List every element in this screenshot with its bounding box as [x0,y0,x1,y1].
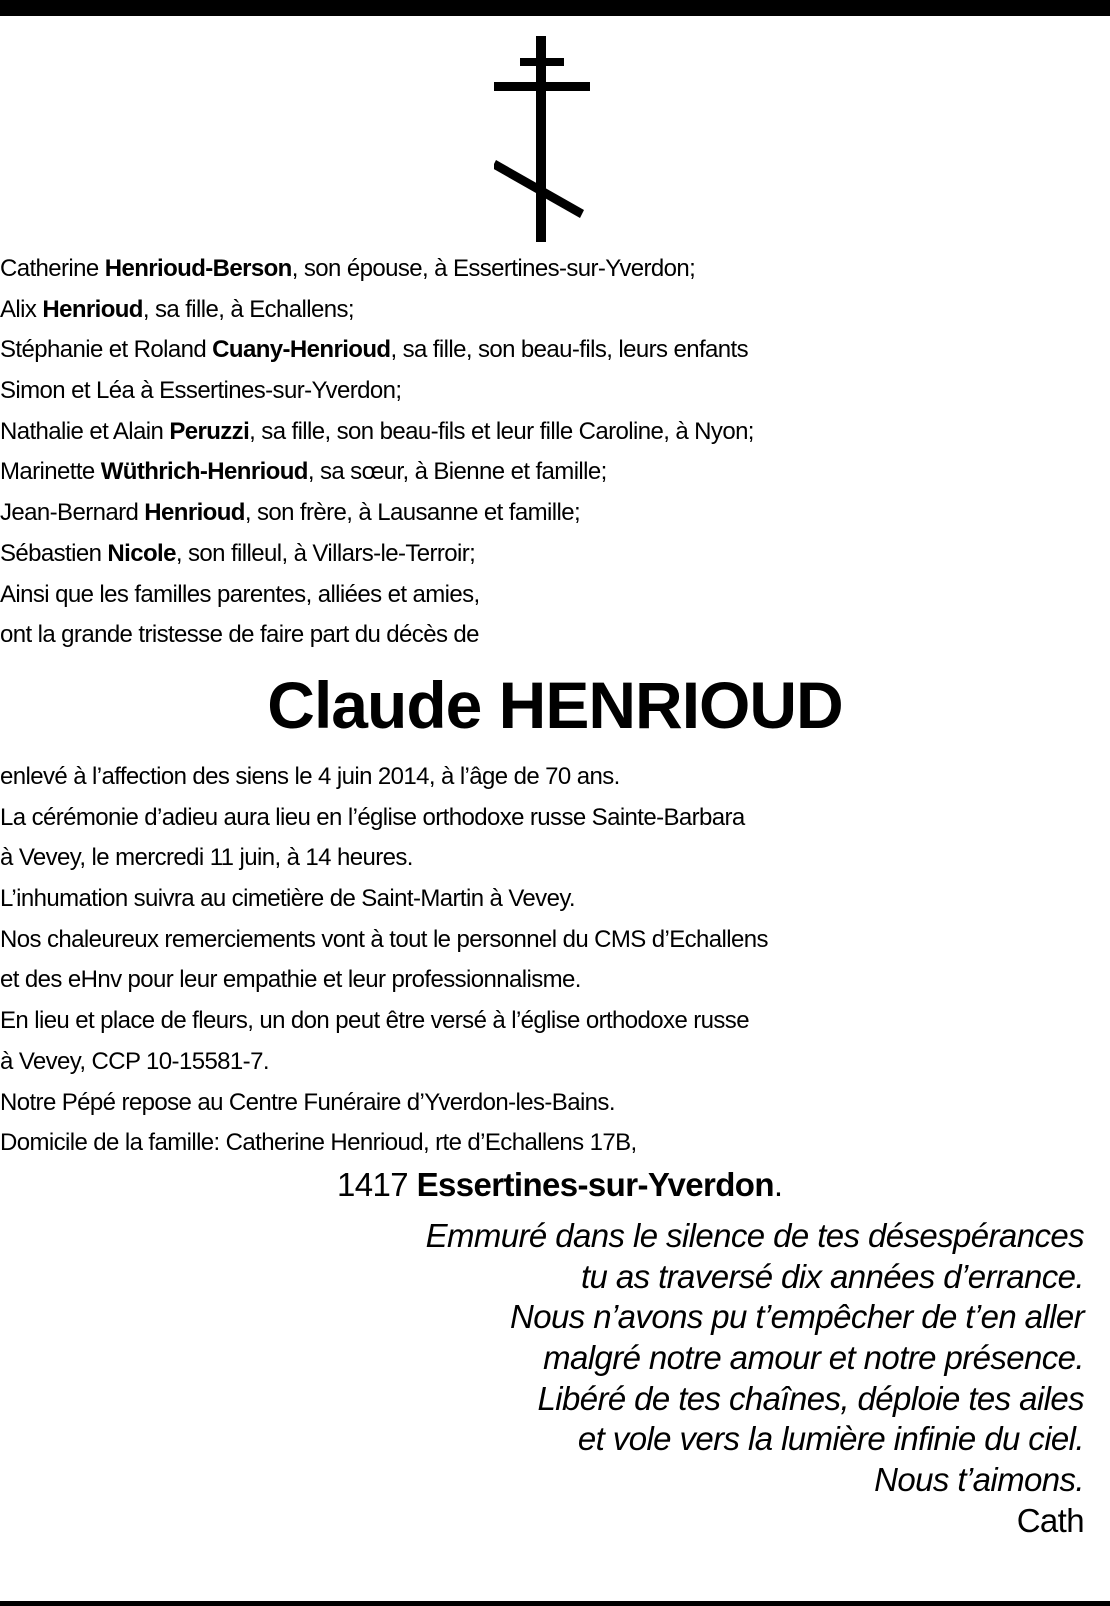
detail-line: Notre Pépé repose au Centre Funéraire d’Yverdon-les-Bains. [0,1088,615,1116]
family-line: ont la grande tristesse de faire part du décès de [0,621,479,649]
family-line: Stéphanie et Roland Cuany-Henrioud, sa fille, son beau-fils, leurs enfants [0,336,748,364]
detail-line: La cérémonie d’adieu aura lieu en l’église orthodoxe russe Sainte-Barbara [0,803,745,831]
detail-line: Nos chaleureux remerciements vont à tout le personnel du CMS d’Echallens [0,925,768,953]
detail-line: à Vevey, le mercredi 11 juin, à 14 heures. [0,844,413,872]
family-announcement [0,249,1110,656]
poem-line: malgré notre amour et notre présence. [543,1339,1084,1377]
poem-line: et vole vers la lumière infinie du ciel. [577,1420,1084,1458]
family-line: Jean-Bernard Henrioud, son frère, à Lausanne et famille; [0,499,581,527]
family-line: Alix Henrioud, sa fille, à Echallens; [0,295,354,323]
family-line: Catherine Henrioud-Berson, son épouse, à Essertines-sur-Yverdon; [0,255,696,282]
family-line: Ainsi que les familles parentes, alliées et amies, [0,580,480,608]
poem-line: Libéré de tes chaînes, déploie tes ailes [537,1379,1084,1417]
detail-line: L’inhumation suivra au cimetière de Saint-Martin à Vevey. [0,885,575,913]
orthodox-cross-icon [494,36,594,242]
poem-line: tu as traversé dix années d’errance. [580,1257,1084,1295]
family-line: Nathalie et Alain Peruzzi, sa fille, son beau-fils et leur fille Caroline, à Nyon; [0,417,754,445]
detail-line: enlevé à l’affection des siens le 4 juin 2014, à l’âge de 70 ans. [0,763,620,790]
poem-line: Emmuré dans le silence de tes désespérances [425,1217,1084,1254]
detail-line: Domicile de la famille: Catherine Henrioud, rte d’Echallens 17B, [0,1129,637,1157]
deceased-name: Claude HENRIOUD [267,668,843,742]
family-line: Marinette Wüthrich-Henrioud, sa sœur, à Bienne et famille; [0,458,607,486]
detail-line: En lieu et place de fleurs, un don peut être versé à l’église orthodoxe russe [0,1007,749,1035]
detail-line: et des eHnv pour leur empathie et leur professionnalisme. [0,966,581,994]
family-line: Sébastien Nicole, son filleul, à Villars-le-Terroir; [0,539,476,567]
poem-signature: Cath [1016,1501,1084,1539]
family-line: Simon et Léa à Essertines-sur-Yverdon; [0,377,402,405]
poem-line: Nous n’avons pu t’empêcher de t’en aller [509,1298,1084,1336]
top-border-rule [0,0,1110,16]
funeral-details [0,757,1110,1164]
detail-line: à Vevey, CCP 10-15581-7. [0,1047,269,1075]
poem-line: Nous t’aimons. [874,1461,1084,1499]
family-address-town: 1417 Essertines-sur-Yverdon. [337,1166,783,1203]
bottom-border-rule [0,1601,1110,1606]
farewell-poem [426,1216,1084,1542]
